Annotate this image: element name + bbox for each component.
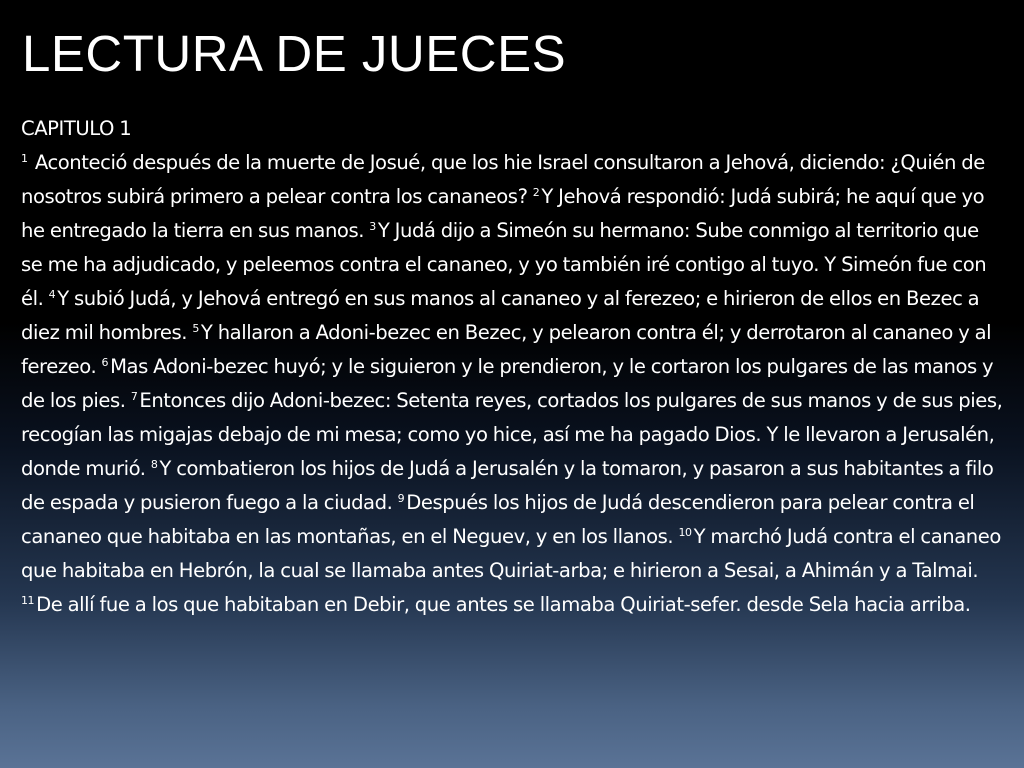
verse-number: 6: [101, 356, 109, 369]
slide-body: [21, 112, 1005, 622]
verse-number: 5: [192, 322, 199, 335]
verse-text: [21, 146, 1005, 622]
verse-text-segment: Mas Adoni-bezec huyó; y le siguieron y le prendieron, y le cortaron los pulgares de las manos y de los pies.: [21, 355, 994, 412]
verse-text-segment: Y subió Judá, y Jehová entregó en sus manos al cananeo y al ferezeo; e hirieron de ellos en Bezec a diez mil hombres.: [21, 287, 980, 344]
verse-number: 10: [678, 526, 692, 539]
verse-number: 3: [369, 220, 376, 233]
verse-number: 9: [397, 492, 405, 505]
verse-text-segment: Y marchó Judá contra el cananeo que habitaba en Hebrón, la cual se llamaba antes Quiriat-arba; e hirieron a Sesai, a Ahimán y a Talmai.: [21, 525, 1001, 582]
verse-text-segment: Y Judá dijo a Simeón su hermano: Sube conmigo al territorio que se me ha adjudicado, y peleemos contra el cananeo, y yo también iré contigo al tuyo. Y Simeón fue con él.: [21, 219, 987, 310]
verse-number: 7: [130, 390, 138, 403]
slide-title: LECTURA DE JUECES: [22, 25, 567, 82]
verse-text-segment: Aconteció después de la muerte de Josué, que los hie Israel consultaron a Jehová, diciendo: ¿Quién de nosotros subirá primero a pelear contra los cananeos?: [21, 151, 985, 208]
verse-text-segment: Después los hijos de Judá descendieron para pelear contra el cananeo que habitaba en las montañas, en el Neguev, y en los llanos.: [21, 491, 975, 548]
verse-text-segment: De allí fue a los que habitaban en Debir, que antes se llamaba Quiriat-sefer. desde Sela hacia arriba.: [36, 593, 971, 616]
verse-number: 4: [48, 288, 56, 301]
verse-number: 2: [532, 186, 540, 199]
verse-text-segment: Y combatieron los hijos de Judá a Jerusalén y la tomaron, y pasaron a sus habitantes a filo de espada y pusieron fuego a la ciudad.: [21, 457, 994, 514]
chapter-heading: CAPITULO 1: [21, 117, 132, 140]
verse-text-segment: Y hallaron a Adoni-bezec en Bezec, y pelearon contra él; y derrotaron al cananeo y al ferezeo.: [21, 321, 992, 378]
verse-text-segment: Entonces dijo Adoni-bezec: Setenta reyes, cortados los pulgares de sus manos y de sus pies, recogían las migajas debajo de mi mesa; como yo hice, así me ha pagado Dios. Y le llevaron a Jerusalén, donde murió.: [21, 389, 1003, 480]
verse-text-segment: Y Jehová respondió: Judá subirá; he aquí que yo he entregado la tierra en sus manos.: [21, 185, 985, 242]
verse-number: 11: [21, 594, 35, 607]
verse-number: 8: [150, 458, 158, 471]
verse-number: 1: [21, 152, 28, 165]
